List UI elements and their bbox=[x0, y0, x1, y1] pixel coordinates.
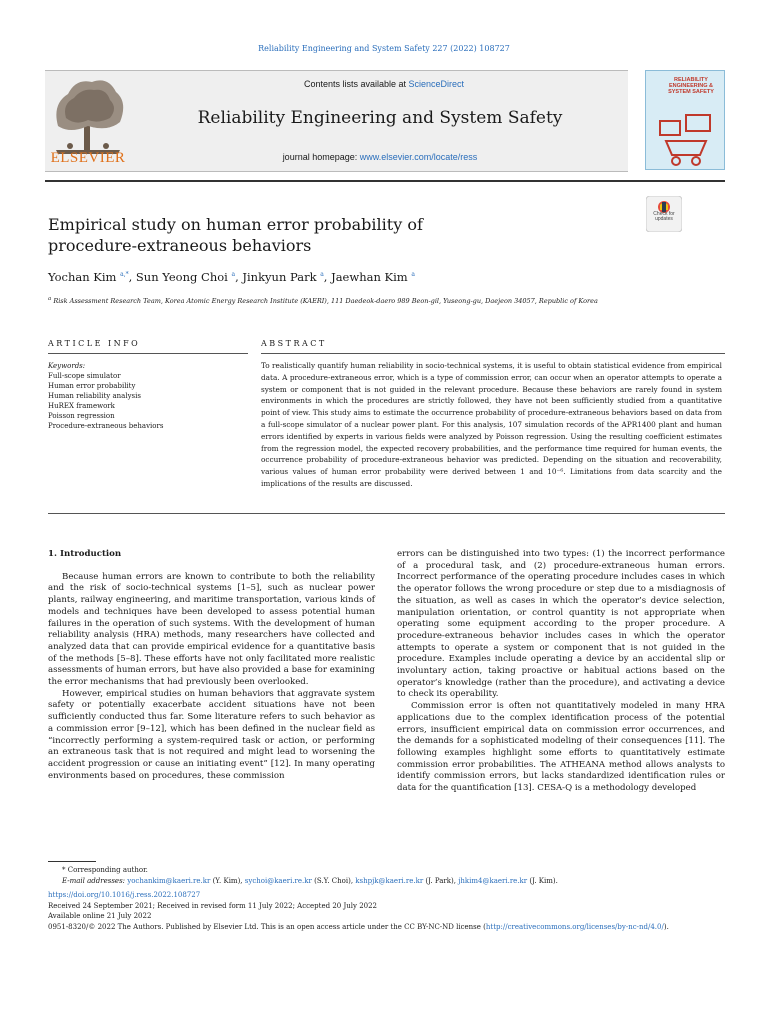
keyword: Human error probability bbox=[48, 382, 136, 390]
received-dates: Received 24 September 2021; Received in revised form 11 July 2022; Accepted 20 July 2022 bbox=[48, 901, 378, 910]
publisher-name: ELSEVIER bbox=[50, 150, 126, 166]
doi-link[interactable]: https://doi.org/10.1016/j.ress.2022.108727 bbox=[48, 891, 201, 899]
cover-graphic bbox=[656, 111, 716, 167]
footnotes bbox=[48, 865, 728, 932]
email-label: E-mail addresses: bbox=[62, 876, 126, 885]
keyword: Full-scope simulator bbox=[48, 372, 121, 380]
sciencedirect-link[interactable]: ScienceDirect bbox=[408, 79, 465, 89]
author-name[interactable]: Jinkyun Park bbox=[242, 270, 317, 284]
email-owner: (J. Kim). bbox=[527, 876, 558, 885]
email-owner: (S.Y. Choi), bbox=[311, 876, 356, 885]
email-link[interactable]: yochankim@kaeri.re.kr bbox=[127, 876, 211, 885]
keywords-label: Keywords: bbox=[48, 362, 86, 370]
body-paragraph: Commission error is often not quantitatively modeled in many HRA applications due to the complex identification process of the potential errors, insufficient empirical data on commission error occurrences, and the demands for a sophisticated modeling of their consequences [11]. The following examples highlight some efforts to quantitatively estimate commission error probabilities. The ATHEANA method allows analysts to identify commission errors, but lacks standardized identification rules or data for the quantification [13]. CESA-Q is a methodology developed bbox=[397, 701, 725, 794]
keyword: HuREX framework bbox=[48, 402, 115, 410]
article-title-line-2: procedure-extraneous behaviors bbox=[48, 236, 312, 255]
contents-prefix: Contents lists available at bbox=[303, 79, 409, 89]
journal-homepage bbox=[80, 152, 680, 162]
license-suffix: ). bbox=[663, 922, 669, 931]
keyword: Human reliability analysis bbox=[48, 392, 141, 400]
author-affil-mark[interactable]: a bbox=[320, 271, 324, 279]
crossmark-label: Check for updates bbox=[653, 211, 675, 222]
running-head[interactable]: Reliability Engineering and System Safety 227 (2022) 108727 bbox=[258, 44, 510, 53]
homepage-prefix: journal homepage: bbox=[282, 152, 360, 162]
author-list: Yochan Kim $^{a,*}$, Sun Yeong Choi $^a$, Jinkyun Park $^a$, Jaewhan Kim $^a$ bbox=[48, 270, 415, 284]
email-owner: (Y. Kim), bbox=[210, 876, 245, 885]
cover-title: RELIABILITY ENGINEERING & SYSTEM SAFETY bbox=[668, 77, 714, 95]
author-affil-mark[interactable]: a bbox=[231, 271, 236, 279]
license-prefix: 0951-8320/© 2022 The Authors. Published by Elsevier Ltd. This is an open access article under the CC BY-NC-ND license ( bbox=[48, 922, 486, 931]
license-link[interactable]: http://creativecommons.org/licenses/by-nc-nd/4.0/ bbox=[485, 922, 664, 931]
section-heading-introduction: 1. Introduction bbox=[48, 549, 122, 559]
journal-title: Reliability Engineering and System Safety bbox=[197, 108, 563, 128]
affiliation-text: Risk Assessment Research Team, Korea Atomic Energy Research Institute (KAERI), 111 Daedeok-daero 989 Beon-gil, Yuseong-gu, Daejeon 34057, Republic of Korea bbox=[53, 297, 598, 306]
abstract-rule bbox=[261, 353, 725, 354]
corresponding-author-note: * Corresponding author. bbox=[62, 866, 148, 874]
footnote-rule bbox=[48, 861, 96, 862]
author-name[interactable]: Sun Yeong Choi bbox=[135, 270, 228, 284]
abstract-text: To realistically quantify human reliability in socio-technical systems, it is useful to obtain statistical evidence from empirical data. A procedure-extraneous error, which is a type of commission error, can occur when an operator attempts to operate a system or component that is not guided in the relevant procedure. Because these behaviors are rarely found in system environments in which the procedures are strictly followed, they have not been sufficiently studied from a quantitative point of view. This study aims to estimate the occurrence probability of procedure-extraneous behaviors based on data from a full-scope simulator of a nuclear power plant. For this analysis, 107 simulation records of the APR1400 plant and human errors identified by experts in various fields were analyzed by Poisson regression. Using the resulting coefficient estimates from the regression model, the expected recovery probabilities, and the performance time required for human events, the occurrence probability of procedure-extraneous behavior was predicted. Depending on the situation and recoverability, various values of human error probability were derived between 1 and 10⁻⁶. Limitations from data scarcity and the implications of the results are discussed. bbox=[261, 361, 722, 488]
affiliation-mark: a bbox=[48, 296, 52, 302]
author-affil-mark[interactable]: a bbox=[411, 271, 415, 279]
available-online: Available online 21 July 2022 bbox=[48, 912, 152, 920]
article-info-rule bbox=[48, 353, 248, 354]
author-name[interactable]: Jaewhan Kim bbox=[331, 270, 408, 284]
body-paragraph: However, empirical studies on human behaviors that aggravate system safety or potentially exacerbate accident situations have not been sufficiently conducted thus far. Some literature refers to such behavior as a commission error [9–12], which has been defined in the nuclear field as “incorrectly performing a system-required task or action, or performing an extraneous task that is not required and might lead to worsening the accident progression or cause an initiating event” [12]. In many operating environments based on procedures, these commission bbox=[48, 688, 375, 781]
keywords-block bbox=[48, 361, 248, 431]
abstract-bottom-rule bbox=[48, 513, 725, 514]
keyword: Poisson regression bbox=[48, 412, 115, 420]
author-name[interactable]: Yochan Kim bbox=[48, 270, 117, 284]
title-rule bbox=[45, 180, 725, 182]
license-note bbox=[48, 922, 728, 933]
body-paragraph: Because human errors are known to contribute to both the reliability and the risk of socio-technical systems [1–5], such as nuclear power plants, railway engineering, and maritime transportation, various kinds of models and techniques have been developed to assess potential human failures in the operation of such systems. With the development of human reliability analysis (HRA) methods, many researchers have collected and analyzed data that can provide empirical evidence for a quantitative basis of the methods [5–8]. These efforts have not only facilitated more realistic assessments of human errors, but have also provided a base for examining the error mechanisms that had previously been overlooked. bbox=[48, 571, 375, 688]
body-column-right bbox=[397, 549, 725, 795]
body-paragraph: errors can be distinguished into two types: (1) the incorrect performance of a procedural task, and (2) procedure-extraneous human errors. Incorrect performance of the operating procedure includes cases in which the operator follows the wrong procedure or step due to a misdiagnosis of the situation, as well as cases in which the operator’s device selection, manipulation orientation, or control quantity is not appropriate when operating some equipment according to the proper procedure. A procedure-extraneous behavior includes cases in which the operator attempts to operate a system or component that is not guided in the procedure. Examples include operating a device by an accidental slip or involuntary action, taking proactive or habitual actions based on the operator’s knowledge (rather than the procedure), and activating a device to check its operability. bbox=[397, 549, 725, 700]
abstract-heading: ABSTRACT bbox=[261, 339, 327, 348]
journal-cover[interactable] bbox=[645, 70, 725, 170]
article-info-heading: ARTICLE INFO bbox=[48, 339, 141, 348]
body-column-left bbox=[48, 549, 375, 782]
email-link[interactable]: sychoi@kaeri.re.kr bbox=[244, 876, 312, 885]
keyword: Procedure-extraneous behaviors bbox=[48, 422, 164, 430]
email-addresses bbox=[48, 876, 728, 887]
article-title-line-1: Empirical study on human error probability of bbox=[48, 215, 423, 234]
article-title bbox=[48, 214, 608, 256]
email-link[interactable]: kshpjk@kaeri.re.kr bbox=[355, 876, 424, 885]
homepage-link[interactable]: www.elsevier.com/locate/ress bbox=[359, 152, 478, 162]
email-link[interactable]: jhkim4@kaeri.re.kr bbox=[458, 876, 528, 885]
email-owner: (J. Park), bbox=[423, 876, 459, 885]
affiliation bbox=[48, 296, 598, 305]
author-affil-mark[interactable]: a,* bbox=[120, 271, 129, 279]
